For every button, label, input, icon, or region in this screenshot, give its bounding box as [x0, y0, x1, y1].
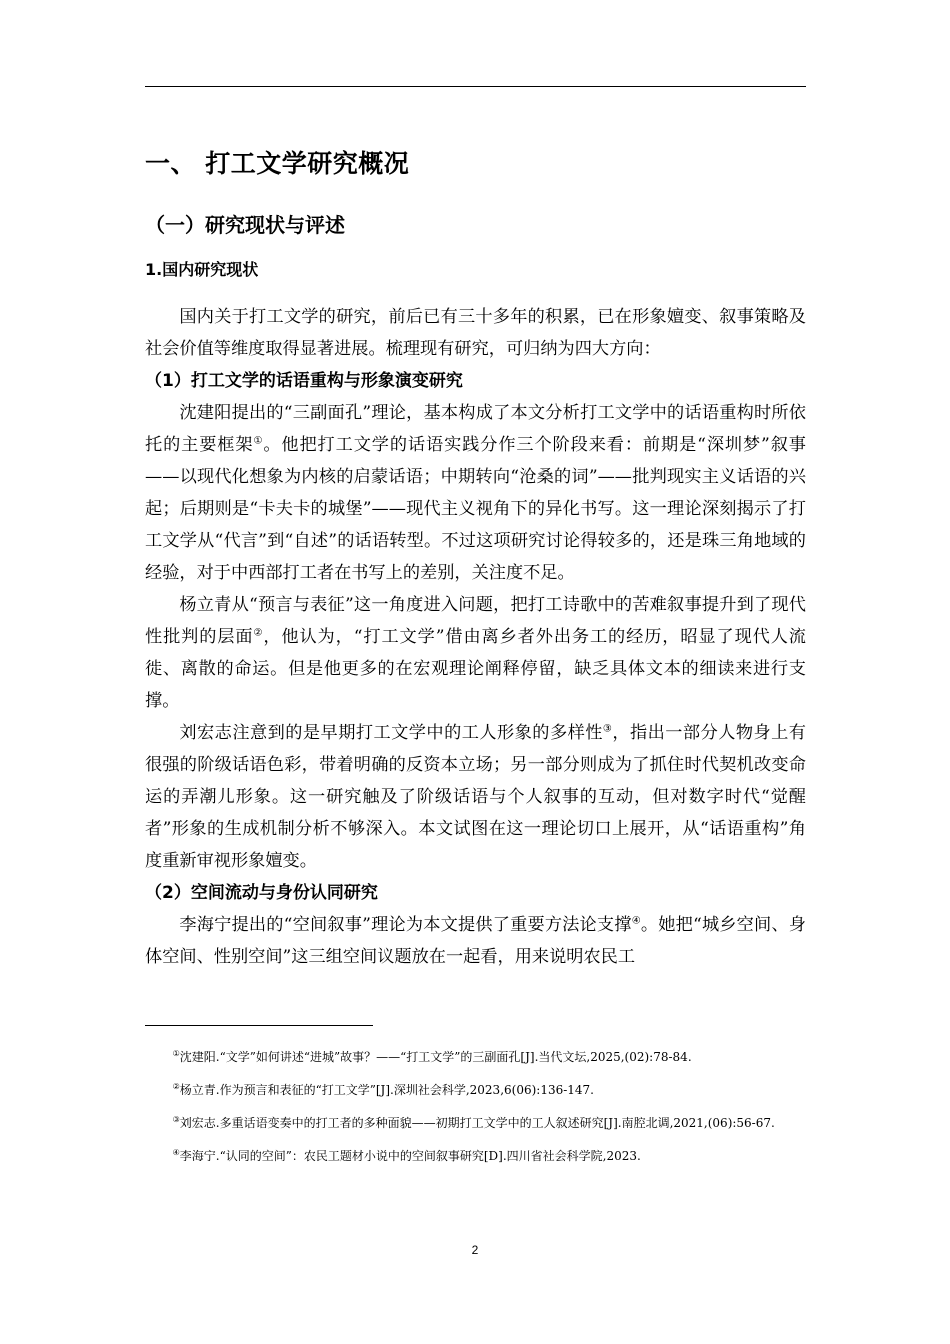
header-rule: [145, 86, 806, 87]
chapter-heading: 一、 打工文学研究概况: [145, 149, 410, 178]
page-number: 2: [471, 1243, 479, 1257]
paragraph-3: 刘宏志注意到的是早期打工文学中的工人形象的多样性③，指出一部分人物身上有很强的阶级话语色彩，带着明确的反资本立场；另一部分则成为了抓住时代契机改变命运的弄潮儿形象。这一研究触及了阶级话语与个人叙事的互动，但对数字时代“觉醒者”形象的生成机制分析不够深入。本文试图在这一理论切口上展开，从“话语重构”角度重新审视形象嬗变。: [145, 723, 806, 871]
topic-heading-2: （2）空间流动与身份认同研究: [145, 883, 378, 903]
footnotes: [145, 1043, 806, 1175]
paragraph-4: 李海宁提出的“空间叙事”理论为本文提供了重要方法论支撑④。她把“城乡空间、身体空间、性别空间”这三组空间议题放在一起看，用来说明农民工: [145, 915, 806, 967]
footnote-ref-1[interactable]: ①: [253, 435, 264, 447]
paragraph-2: 杨立青从“预言与表征”这一角度进入问题，把打工诗歌中的苦难叙事提升到了现代性批判的层面②，他认为，“打工文学”借由离乡者外出务工的经历，昭显了现代人流徙、离散的命运。但是他更多的在宏观理论阐释停留，缺乏具体文本的细读来进行支撑。: [145, 595, 806, 711]
subsection-heading: 1.国内研究现状: [145, 260, 259, 279]
footnote-separator: [145, 1025, 373, 1026]
footnote-ref-4[interactable]: ④: [631, 915, 641, 927]
footnote-ref-2[interactable]: ②: [253, 627, 264, 639]
body-text: [145, 301, 806, 973]
paragraph-1: 沈建阳提出的“三副面孔”理论，基本构成了本文分析打工文学中的话语重构时所依托的主要框架①。他把打工文学的话语实践分作三个阶段来看：前期是“深圳梦”叙事——以现代化想象为内核的启蒙话语；中期转向“沧桑的词”——批判现实主义话语的兴起；后期则是“卡夫卡的城堡”——现代主义视角下的异化书写。这一理论深刻揭示了打工文学从“代言”到“自述”的话语转型。不过这项研究讨论得较多的，还是珠三角地域的经验，对于中西部打工者在书写上的差别，关注度不足。: [145, 403, 806, 583]
footnote-ref-3[interactable]: ③: [602, 723, 613, 735]
footnote-2: ②杨立青.作为预言和表征的“打工文学”[J].深圳社会科学,2023,6(06):136-147.: [172, 1082, 594, 1097]
topic-heading-1: （1）打工文学的话语重构与形象演变研究: [145, 371, 463, 391]
footnote-1: ①沈建阳.“文学”如何讲述“进城”故事？——“打工文学”的三副面孔[J].当代文坛,2025,(02):78-84.: [172, 1049, 692, 1064]
footnote-3: ③刘宏志.多重话语变奏中的打工者的多种面貌——初期打工文学中的工人叙述研究[J].南腔北调,2021,(06):56-67.: [172, 1115, 775, 1130]
footnote-4: ④李海宁.“认同的空间”：农民工题材小说中的空间叙事研究[D].四川省社会科学院,2023.: [172, 1148, 641, 1163]
section-heading: （一）研究现状与评述: [145, 213, 345, 237]
intro-paragraph: 国内关于打工文学的研究，前后已有三十多年的积累，已在形象嬗变、叙事策略及社会价值等维度取得显著进展。梳理现有研究，可归纳为四大方向：: [145, 307, 806, 359]
